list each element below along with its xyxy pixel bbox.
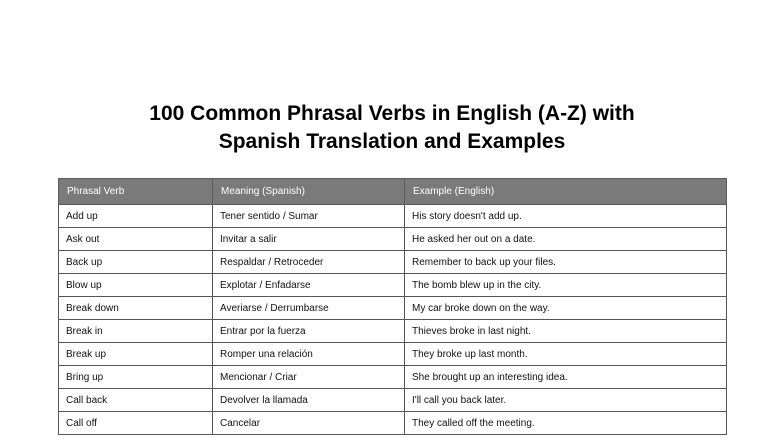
document-title <box>0 100 784 156</box>
header-example-english: Example (English) <box>405 179 727 205</box>
cell-phrasal-verb: Blow up <box>59 274 213 297</box>
cell-phrasal-verb: Break up <box>59 343 213 366</box>
cell-example: Remember to back up your files. <box>405 251 727 274</box>
cell-phrasal-verb: Call off <box>59 412 213 435</box>
cell-example: She brought up an interesting idea. <box>405 366 727 389</box>
table-row <box>59 274 727 297</box>
cell-phrasal-verb: Add up <box>59 205 213 228</box>
cell-example: My car broke down on the way. <box>405 297 727 320</box>
cell-phrasal-verb: Ask out <box>59 228 213 251</box>
table-row <box>59 297 727 320</box>
cell-meaning: Invitar a salir <box>213 228 405 251</box>
cell-example: He asked her out on a date. <box>405 228 727 251</box>
table-row <box>59 205 727 228</box>
cell-example: I'll call you back later. <box>405 389 727 412</box>
cell-meaning: Entrar por la fuerza <box>213 320 405 343</box>
cell-meaning: Mencionar / Criar <box>213 366 405 389</box>
cell-meaning: Respaldar / Retroceder <box>213 251 405 274</box>
cell-phrasal-verb: Break down <box>59 297 213 320</box>
cell-phrasal-verb: Break in <box>59 320 213 343</box>
table-row <box>59 228 727 251</box>
table-row <box>59 412 727 435</box>
cell-example: They broke up last month. <box>405 343 727 366</box>
cell-example: They called off the meeting. <box>405 412 727 435</box>
cell-meaning: Averiarse / Derrumbarse <box>213 297 405 320</box>
table-row <box>59 343 727 366</box>
cell-phrasal-verb: Call back <box>59 389 213 412</box>
cell-meaning: Romper una relación <box>213 343 405 366</box>
table-row <box>59 366 727 389</box>
cell-meaning: Explotar / Enfadarse <box>213 274 405 297</box>
cell-phrasal-verb: Bring up <box>59 366 213 389</box>
table-header-row <box>59 179 727 205</box>
cell-phrasal-verb: Back up <box>59 251 213 274</box>
table-row <box>59 389 727 412</box>
cell-example: The bomb blew up in the city. <box>405 274 727 297</box>
table-row <box>59 320 727 343</box>
phrasal-verbs-table <box>58 178 727 435</box>
table-row <box>59 251 727 274</box>
header-phrasal-verb: Phrasal Verb <box>59 179 213 205</box>
header-meaning-spanish: Meaning (Spanish) <box>213 179 405 205</box>
cell-example: Thieves broke in last night. <box>405 320 727 343</box>
cell-meaning: Tener sentido / Sumar <box>213 205 405 228</box>
cell-meaning: Cancelar <box>213 412 405 435</box>
title-line-2: Spanish Translation and Examples <box>218 130 566 153</box>
cell-meaning: Devolver la llamada <box>213 389 405 412</box>
cell-example: His story doesn't add up. <box>405 205 727 228</box>
title-line-1: 100 Common Phrasal Verbs in English (A-Z) with <box>149 102 635 125</box>
